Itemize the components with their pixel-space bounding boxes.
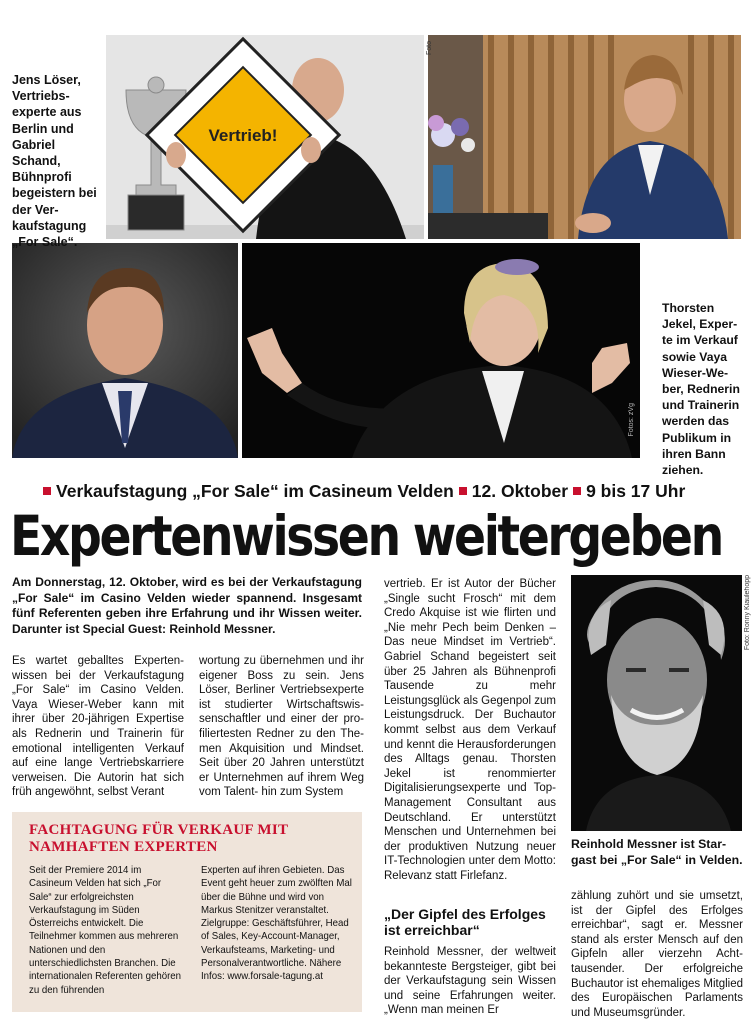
photo-caption-top-left: Jens Löser, Vertriebsexperte aus Berlin und Gabriel Schand, Bühnprofi begeistern bei der Verkaufstagung „For Sale“. [12,73,97,250]
photo-jens-loeser [106,35,424,239]
kicker-date: 12. Oktober [471,481,569,501]
lead-paragraph: Am Donnerstag, 12. Oktober, wird es bei der Verkaufstagung „For Sale“ im Casino Velden wieder spannend. Insgesamt fünf Referenten geben ihre Erfahrung und ihr Wissen weiter. Darunter ist Special Guest: Reinhold Messner. [12,575,362,636]
headline: Expertenwissen weitergeben [10,504,722,568]
photo-credit-middle: Fotos: zVg [628,403,635,437]
photo-caption-middle-right: Thorsten Jekel, Experte im Verkauf sowie Vaya Wieser-Weber, Rednerin und Trainerin werden das Publikum in ihren Bann ziehen. [662,301,740,478]
kicker-time: 9 bis 17 Uhr [586,481,686,501]
body-column-3: vertrieb. Er ist Autor der Bücher „Single sucht Frosch“ mit dem Credo Akquise ist wie flirten und „Nie mehr Pech beim Denken – Das neue Mindset im Vertrieb“. Gabriel Schand begeistert seit über 25 Jahren als Bühnenprofi Tausende zu mehr Leistungsglück als Gegenpol zum Leistungsdruck. Der Buchautor kommt selbst aus dem Verkauf und kennt die Herausforderungen des Alltags genau. Thorsten Jekel ist renommierter Digitalisierungsexperte und Top-Management Consultant aus Deutschland. Er unterstützt Menschen und Unternehmen bei der produktiven Nutzung neuer IT-Technologien unter dem Motto: Relevanz statt Firlefanz. [384,578,556,882]
info-box-column-1: Seit der Premiere 2014 im Casineum Velden hat sich „For Sale“ zur erfolgreichsten Verkaufstagung im Süden Österreichs entwickelt. Die Teilnehmer kommen aus mehreren Nationen und den unterschiedlichsten Branchen. Die internationalen Referenten gehören zu den führenden [29,865,182,996]
sign-text: Vertrieb! [208,126,278,145]
body-column-1: Es wartet geballtes Expertenwissen bei der Verkaufstagung „For Sale“ im Casino Velden. Vaya Wieser-Weber kann mit ihrer über 20-jährigen Expertise als Rednerin und Trainerin für emotional intelligenten Verkauf auf eine lange Vertriebskarriere verweisen. Die Autorin hat sich früh angewöhnt, selbst Verant [12,655,184,799]
photo-vaya-wieser-weber [242,243,640,458]
body-column-4: zählung zuhört und sie umsetzt, ist der Gipfel des Erfolges erreichbar“, sagt er. Messner stand als erster Mensch auf den Gipfeln aller vierzehn Achttausender. Der erfolgreiche Buchautor ist ehemaliges Mitglied des Europäischen Parlaments und Museumsgründer. [571,890,743,1019]
photo-thorsten-jekel [12,243,238,458]
info-box-title: FACHTAGUNG FÜR VERKAUF MIT NAMHAFTEN EXPERTEN [29,822,289,855]
photo-caption-messner: Reinhold Messner ist Stargast bei „For Sale“ in Velden. [571,837,743,867]
photo-reinhold-messner [571,575,751,831]
subheadline: „Der Gipfel des Erfolges ist erreichbar“ [384,906,546,938]
photo-credit-top: Foto [426,41,433,56]
kicker-line [38,481,738,502]
info-box-column-2: Experten auf ihren Gebieten. Das Event geht heuer zum zwölften Mal über die Bühne und wird von Markus Stenitzer veranstaltet. Zielgruppe: Geschäftsführer, Head of Sales, Key-Account-Manager, Verkaufsteams, Marketing- und Personalverantwortliche. Nähere Infos: www.forsale-tagung.at [201,865,352,983]
red-square-bullet [43,487,51,495]
red-square-bullet [573,487,581,495]
body-column-2: wortung zu übernehmen und ihr eigener Boss zu sein. Jens Löser, Berliner Vertriebsexperte ist studierter Wirtschaftswissenschaftler und einer der profiliertesten Redner zu den Themen Akquisition und Mindset. Seit über 20 Jahren unterstützt er Unternehmen auf ihrem Weg vom Talent- hin zum System [199,655,364,799]
red-square-bullet [459,487,467,495]
photo-gabriel-schand [428,35,741,239]
kicker-event: Verkaufstagung „For Sale“ im Casineum Velden [56,481,454,501]
body-column-3b: Reinhold Messner, der weltweit bekannteste Bergsteiger, gibt bei der Verkaufstagung sein Wissen und seine Erfahrungen weiter. „Wenn man meinen Er [384,946,556,1017]
photo-credit-messner: Foto: Ronny Kiaulehopp [744,575,751,651]
info-box [12,812,362,1012]
